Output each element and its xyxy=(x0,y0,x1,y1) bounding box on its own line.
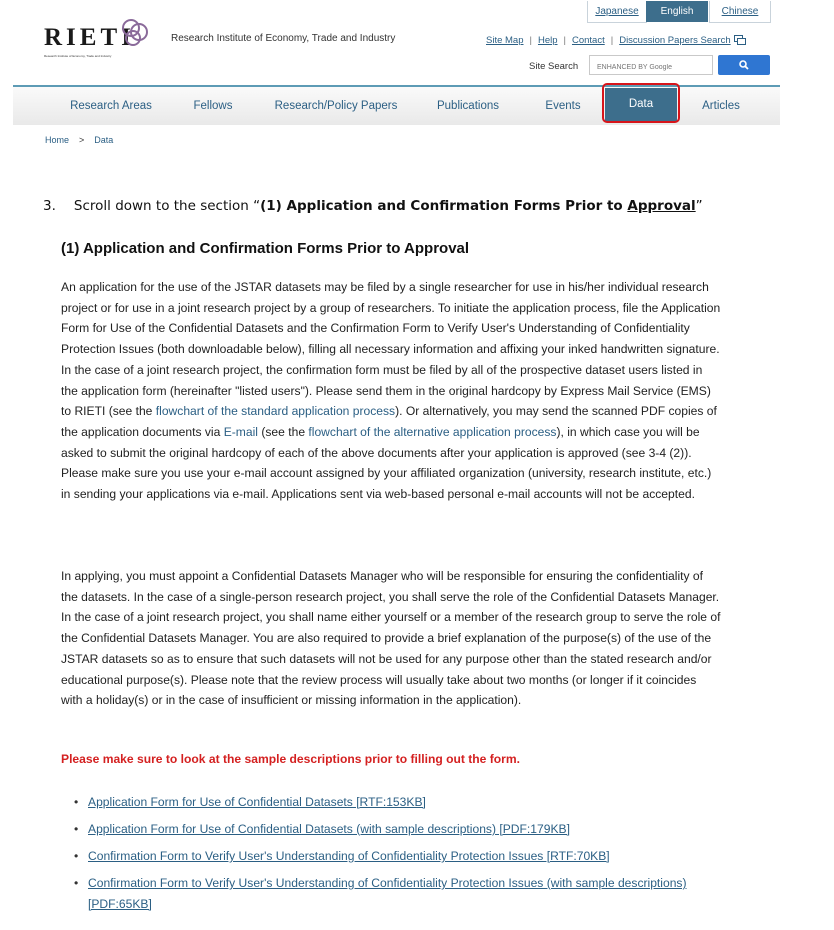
contact-link[interactable]: Contact xyxy=(571,35,605,46)
discussion-papers-search-link[interactable]: Discussion Papers Search xyxy=(619,35,731,46)
paragraph-text: An application for the use of the JSTAR datasets may be filed by a single researcher for use in his/her individual research project or for use in a joint research project by a group of researchers. To initiate the application process, file the Application Form for Use of the Confidential Datasets and the Confirmation Form to Verify User's Understanding of Confidentiality Protection Issues (both downloadable below), filling all necessary information and affixing your inked handwritten signature. In the case of a joint research project, the confirmation form must be filed by all of the prospective dataset users listed in the application form (hereinafter "listed users"). Please send them in the original hardcopy by Express Mail Service (EMS) to RIETI (see the xyxy=(61,280,721,419)
application-paragraph xyxy=(61,277,721,505)
logo-subtext: Research Institute of Economy, Trade and Industry xyxy=(44,54,112,58)
site-search-box xyxy=(589,55,713,75)
nav-research-policy-papers[interactable]: Research/Policy Papers xyxy=(274,100,398,112)
lang-chinese-link[interactable]: Chinese xyxy=(709,1,771,23)
institute-tagline: Research Institute of Economy, Trade and Industry xyxy=(171,33,396,44)
instruction-section-name-end: Approval xyxy=(627,198,696,214)
alternative-flowchart-link[interactable]: flowchart of the alternative application process xyxy=(308,424,557,439)
document-list xyxy=(72,792,692,921)
paragraph-text: ), in which case you will be asked to submit the original hardcopy of each of the above documents after your application is approved (see 3-4 (2)). Please make sure you use your e-mail account assigned by your affiliated organization (university, research institute, etc.) in sending your applications via e-mail. Applications sent via web-based personal e-mail accounts will not be accepted. xyxy=(61,424,712,502)
utility-links xyxy=(486,35,746,46)
instruction-suffix: ” xyxy=(695,198,703,214)
standard-flowchart-link[interactable]: flowchart of the standard application process xyxy=(155,404,396,419)
lang-english-tab[interactable]: English xyxy=(646,1,708,22)
logo-wordmark: RIETI xyxy=(44,24,135,51)
site-search-label: Site Search xyxy=(529,61,579,72)
paragraph-text: ). Or alternatively, you may send the scanned PDF copies of the application documents via xyxy=(61,404,717,439)
instruction-section-name: (1) Application and Confirmation Forms Prior to xyxy=(260,198,628,214)
external-window-icon xyxy=(734,35,746,45)
list-item xyxy=(72,873,692,914)
site-search-input[interactable] xyxy=(590,59,712,77)
utility-separator: | xyxy=(610,35,614,46)
site-map-link[interactable]: Site Map xyxy=(486,35,524,46)
nav-events[interactable]: Events xyxy=(545,100,581,112)
list-item xyxy=(72,819,692,840)
nav-articles[interactable]: Articles xyxy=(702,100,740,112)
instruction-prefix: Scroll down to the section “ xyxy=(73,198,261,214)
list-item xyxy=(72,846,692,867)
search-icon xyxy=(739,60,749,70)
instruction-step xyxy=(43,198,703,214)
lang-japanese-link[interactable]: Japanese xyxy=(587,1,647,23)
breadcrumb xyxy=(45,135,113,145)
breadcrumb-separator: > xyxy=(79,135,85,145)
application-form-sample-pdf-link[interactable]: Application Form for Use of Confidential Datasets (with sample descriptions) [PDF:179KB] xyxy=(88,822,570,836)
sample-warning: Please make sure to look at the sample descriptions prior to filling out the form. xyxy=(61,752,520,766)
section-title: (1) Application and Confirmation Forms Prior to Approval xyxy=(61,240,470,257)
data-tab-highlight xyxy=(602,83,680,123)
manager-paragraph: In applying, you must appoint a Confidential Datasets Manager who will be responsible for ensuring the confidentiality of the datasets. In the case of a single-person research project, you shall serve the role of the Confidential Datasets Manager. In the case of a joint research project, you shall name either yourself or a member of the research group to serve the role of the Confidential Datasets Manager. You are also required to provide a brief explanation of the purpose(s) of the use of the JSTAR datasets so as to ensure that such datasets will not be used for any purpose other than the stated research and/or educational purpose(s). Please note that the review process will usually take about two months (or longer if it coincides with a holiday(s) or in the case of insufficient or missing information in the application). xyxy=(61,569,721,708)
utility-separator: | xyxy=(529,35,532,46)
help-link[interactable]: Help xyxy=(537,35,558,46)
paragraph-text: (see the xyxy=(257,424,309,439)
nav-fellows[interactable]: Fellows xyxy=(193,100,233,112)
list-item xyxy=(72,792,692,813)
confirmation-form-rtf-link[interactable]: Confirmation Form to Verify User's Understanding of Confidentiality Protection Issues [RTF:70KB] xyxy=(88,849,610,863)
rieti-logo[interactable] xyxy=(44,16,156,56)
breadcrumb-home-link[interactable]: Home xyxy=(45,135,70,145)
instruction-number: 3. xyxy=(43,198,56,214)
logo-emblem-icon xyxy=(120,16,150,50)
nav-publications[interactable]: Publications xyxy=(436,100,499,112)
email-link[interactable]: E-mail xyxy=(223,424,258,439)
confirmation-form-sample-pdf-link[interactable]: Confirmation Form to Verify User's Understanding of Confidentiality Protection Issues (with sample descriptions) [PDF:65KB] xyxy=(88,876,687,911)
search-button[interactable] xyxy=(718,55,770,75)
application-form-rtf-link[interactable]: Application Form for Use of Confidential Datasets [RTF:153KB] xyxy=(88,795,426,809)
nav-research-areas[interactable]: Research Areas xyxy=(70,100,152,112)
nav-data[interactable]: Data xyxy=(605,88,677,121)
breadcrumb-current: Data xyxy=(94,135,114,145)
utility-separator: | xyxy=(563,35,566,46)
